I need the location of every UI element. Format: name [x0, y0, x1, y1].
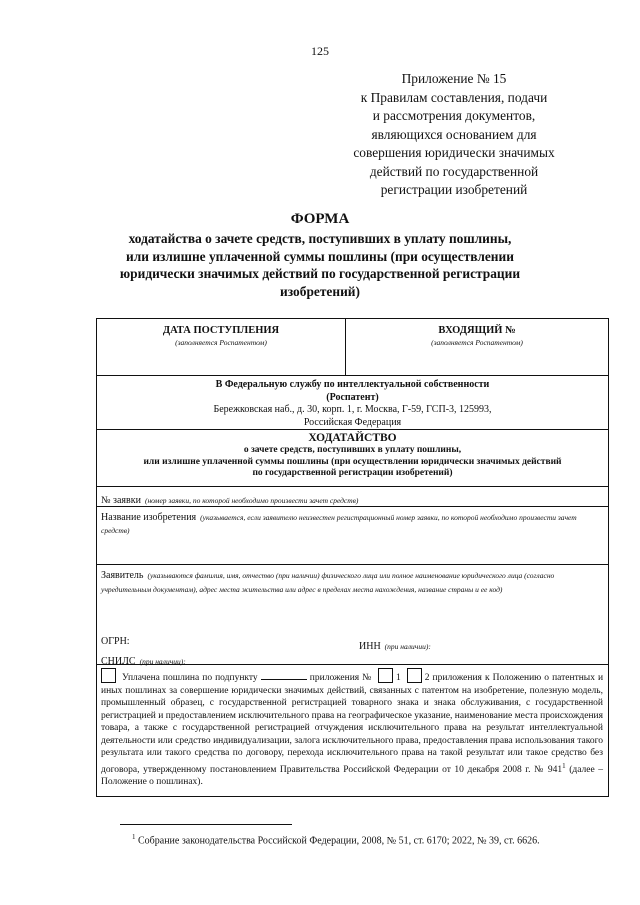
form-title: ФОРМА [290, 211, 350, 227]
paid-duty-row [97, 664, 608, 797]
invention-name-note: (указывается, если заявителю неизвестен регистрационный номер заявки, по которой необходимо произвести зачет средств) [101, 513, 577, 535]
snils-label: СНИЛС [101, 656, 136, 667]
petition-title: ХОДАТАЙСТВО [308, 432, 397, 444]
applicant-row[interactable] [97, 564, 608, 667]
incoming-number-label: ВХОДЯЩИЙ № [438, 325, 516, 336]
incoming-number-note: (заполняется Роспатентом) [431, 338, 523, 347]
receipt-date-label: ДАТА ПОСТУПЛЕНИЯ [162, 325, 280, 336]
footnote-separator [120, 824, 292, 825]
footnote [132, 833, 540, 846]
petition-form-table [96, 318, 609, 797]
subparagraph-blank[interactable] [261, 679, 307, 680]
petition-title-block [97, 431, 608, 480]
appendix-caption [324, 70, 584, 200]
petition-line: по государственной регистрации изобретений) [252, 468, 453, 478]
appendix-line: являющихся основанием для [371, 126, 537, 142]
appendix-line: и рассмотрения документов, [372, 108, 536, 123]
petition-line: о зачете средств, поступивших в уплату пошлины, [243, 445, 462, 455]
petition-title-row [97, 429, 608, 486]
snils-note: (при наличии): [139, 657, 186, 666]
incoming-number-cell[interactable] [346, 325, 608, 347]
footnote-ref: 1 [562, 761, 566, 770]
addressee-line: В Федеральную службу по интеллектуальной собственности [215, 379, 490, 390]
appendix-line: регистрации изобретений [380, 182, 528, 197]
paid-duty-text-end: (далее – Положение о пошлинах). [101, 764, 604, 788]
form-subtitle-line: изобретений) [280, 283, 360, 299]
appendix-1-label: 1 [395, 673, 401, 683]
application-number-row[interactable] [97, 486, 608, 506]
receipt-date-note: (заполняется Роспатентом) [175, 338, 267, 347]
applicant-label: Заявитель [101, 570, 144, 581]
inn-field[interactable] [359, 636, 431, 654]
form-subtitle [80, 230, 560, 300]
invention-name-row[interactable] [97, 506, 608, 564]
paid-duty-text: приложения к Положению о патентных и иных пошлинах за совершение юридически значимых действий, связанных с патентом на изобретение, полезную модель, промышленный образец, с государственной регистрацией товарного знака и знака обслуживания, с государственной регистрацией и предоставлением исключительного права на географическое указание, наименование места происхождения товара, а также с государственной регистрацией отчуждения исключительного права на результат интеллектуальной деятельности или средство индивидуализации, залога исключительного права, предоставления права использования такого результата или такого средства по договору, перехода исключительного права на такой результат или такое средство без договора, утвержденному постановлением Правительства Российской Федерации от 10 декабря 2008 г. № 941 [101, 673, 604, 775]
application-number-note: (номер заявки, по которой необходимо произвести зачет средств) [144, 496, 359, 505]
addressee-line: (Роспатент) [326, 391, 379, 403]
appendix-2-label: 2 [424, 673, 430, 683]
addressee-block [97, 379, 608, 429]
addressee-row [97, 375, 608, 429]
inn-note: (при наличии): [384, 642, 431, 651]
form-subtitle-line: или излишне уплаченной суммы пошлины (при осуществлении [126, 248, 514, 264]
paid-duty-text-start: Уплачена пошлина по подпункту [122, 673, 258, 683]
footnote-mark: 1 [132, 833, 136, 841]
petition-line: или излишне уплаченной суммы пошлины (при осуществлении юридически значимых действий [143, 456, 562, 467]
appendix-line: Приложение № 15 [401, 71, 507, 86]
inn-label: ИНН [359, 641, 381, 652]
appendix-2-checkbox[interactable] [407, 668, 422, 683]
invention-name-label: Название изобретения [101, 512, 197, 523]
appendix-line: к Правилам составления, подачи [360, 89, 548, 105]
application-number-label: № заявки [101, 495, 141, 506]
form-subtitle-line: ходатайства о зачете средств, поступивших в уплату пошлины, [128, 231, 512, 246]
form-subtitle-line: юридически значимых действий по государственной регистрации [119, 266, 521, 281]
appendix-1-checkbox[interactable] [378, 668, 393, 683]
receipt-date-cell[interactable] [97, 325, 345, 347]
addressee-line: Российская Федерация [303, 416, 402, 428]
footnote-text: Собрание законодательства Российской Федерации, 2008, № 51, ст. 6170; 2022, № 39, ст. 6626. [138, 835, 540, 847]
applicant-note: (указываются фамилия, имя, отчество (при наличии) физического лица или полное наименование юридического лица (согласно учредительным документам), адрес места жительства или адрес в пределах места нахождения, название страны и ее код) [101, 571, 555, 594]
page-number: 125 [311, 44, 329, 58]
appendix-line: действий по государственной [369, 163, 539, 179]
appendix-line: совершения юридически значимых [353, 145, 555, 160]
addressee-line: Бережковская наб., д. 30, корп. 1, г. Москва, Г-59, ГСП-3, 125993, [213, 404, 492, 415]
paid-duty-checkbox[interactable] [101, 668, 116, 683]
appendix-number-label: приложения № [309, 673, 372, 683]
ogrn-label[interactable]: ОГРН: [101, 636, 130, 647]
